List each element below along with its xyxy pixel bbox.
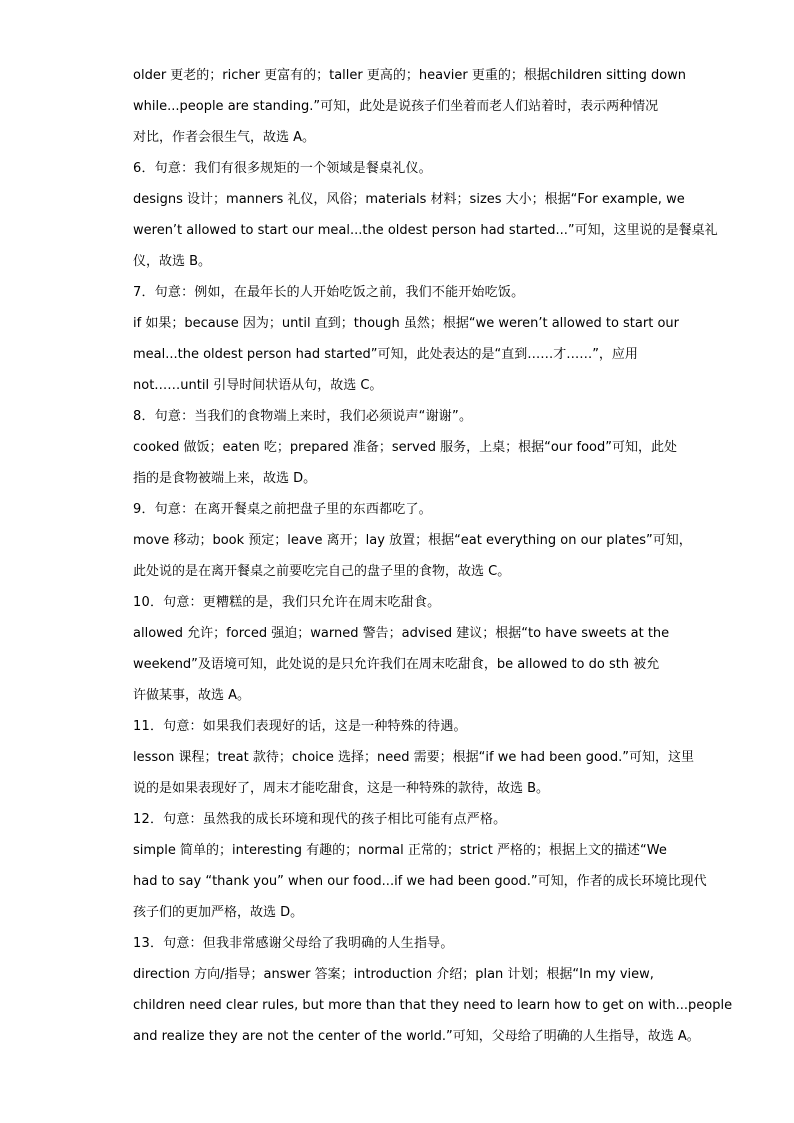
question-8-heading: 8．句意：当我们的食物端上来时，我们必须说声“谢谢”。 <box>133 409 473 424</box>
text-line: simple 简单的；interesting 有趣的；normal 正常的；strict 严格的；根据上文的描述“We <box>133 843 667 858</box>
text-line: meal...the oldest person had started”可知，此处表达的是“直到……才……”，应用 <box>133 347 638 362</box>
text-line: 许做某事，故选 A。 <box>133 688 251 703</box>
text-line: while...people are standing.”可知，此处是说孩子们坐着而老人们站着时，表示两种情况 <box>133 99 659 114</box>
text-line: 说的是如果表现好了，周末才能吃甜食，这是一种特殊的款待，故选 B。 <box>133 781 550 796</box>
answer-explanations <box>133 60 733 1052</box>
text-line: 此处说的是在离开餐桌之前要吃完自己的盘子里的食物，故选 C。 <box>133 564 511 579</box>
text-line: if 如果；because 因为；until 直到；though 虽然；根据“we weren’t allowed to start our <box>133 316 679 331</box>
text-line: move 移动；book 预定；leave 离开；lay 放置；根据“eat everything on our plates”可知， <box>133 533 692 548</box>
text-line: 对比，作者会很生气，故选 A。 <box>133 130 316 145</box>
text-line: weren’t allowed to start our meal...the oldest person had started...”可知，这里说的是餐桌礼 <box>133 223 718 238</box>
text-line: not……until 引导时间状语从句，故选 C。 <box>133 378 383 393</box>
question-10-heading: 10．句意：更糟糕的是，我们只允许在周末吃甜食。 <box>133 595 441 610</box>
question-9-heading: 9．句意：在离开餐桌之前把盘子里的东西都吃了。 <box>133 502 432 517</box>
text-line: lesson 课程；treat 款待；choice 选择；need 需要；根据“if we had been good.”可知，这里 <box>133 750 694 765</box>
text-line: allowed 允许；forced 强迫；warned 警告；advised 建议；根据“to have sweets at the <box>133 626 670 641</box>
question-11-heading: 11．句意：如果我们表现好的话，这是一种特殊的待遇。 <box>133 719 467 734</box>
question-6-heading: 6．句意：我们有很多规矩的一个领域是餐桌礼仪。 <box>133 161 432 176</box>
question-13-heading: 13．句意：但我非常感谢父母给了我明确的人生指导。 <box>133 936 454 951</box>
text-line: cooked 做饭；eaten 吃；prepared 准备；served 服务，上桌；根据“our food”可知，此处 <box>133 440 677 455</box>
text-line: direction 方向/指导；answer 答案；introduction 介绍；plan 计划；根据“In my view, <box>133 967 654 982</box>
text-line: weekend”及语境可知，此处说的是只允许我们在周末吃甜食，be allowed to do sth 被允 <box>133 657 660 672</box>
text-line: and realize they are not the center of the world.”可知，父母给了明确的人生指导，故选 A。 <box>133 1029 700 1044</box>
text-line: had to say “thank you” when our food...if we had been good.”可知，作者的成长环境比现代 <box>133 874 707 889</box>
text-line: 指的是食物被端上来，故选 D。 <box>133 471 317 486</box>
text-line: designs 设计；manners 礼仪，风俗；materials 材料；sizes 大小；根据“For example, we <box>133 192 685 207</box>
text-line: children need clear rules, but more than that they need to learn how to get on with...people <box>133 998 733 1013</box>
question-7-heading: 7．句意：例如，在最年长的人开始吃饭之前，我们不能开始吃饭。 <box>133 285 525 300</box>
text-line: older 更老的；richer 更富有的；taller 更高的；heavier 更重的；根据children sitting down <box>133 68 687 83</box>
text-line: 孩子们的更加严格，故选 D。 <box>133 905 304 920</box>
question-12-heading: 12．句意：虽然我的成长环境和现代的孩子相比可能有点严格。 <box>133 812 507 827</box>
text-line: 仪，故选 B。 <box>133 254 212 269</box>
